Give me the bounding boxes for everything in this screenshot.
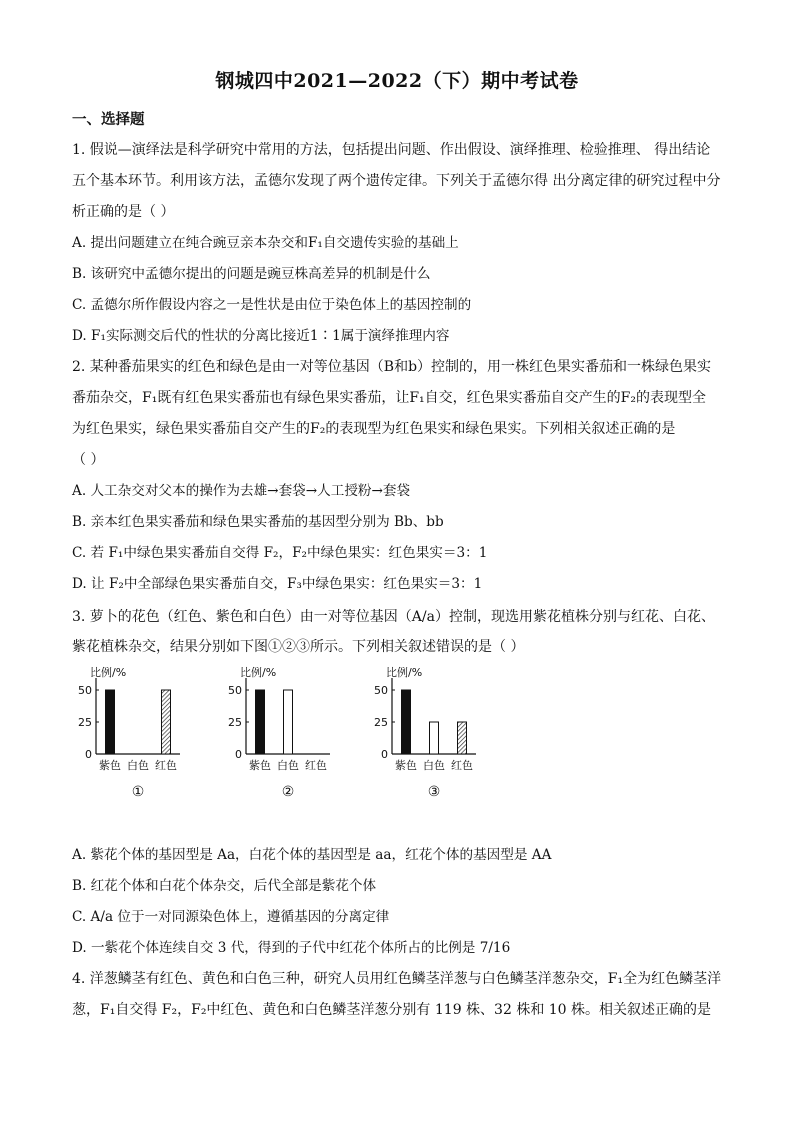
q1-option-b: B. 该研究中孟德尔提出的问题是豌豆株高差异的机制是什么	[72, 266, 431, 282]
q1-option-d: D. F₁实际测交后代的性状的分离比接近1∶1属于演绎推理内容	[72, 328, 450, 344]
category-label: 红色	[155, 759, 177, 772]
section-heading: 一、选择题	[72, 111, 145, 128]
q4-stem-line: 4. 洋葱鳞茎有红色、黄色和白色三种，研究人员用红色鳞茎洋葱与白色鳞茎洋葱杂交，F₁全为红色鳞茎洋	[72, 971, 722, 987]
category-label: 白色	[127, 759, 149, 772]
category-label: 红色	[305, 759, 327, 772]
q3-stem-line: 紫花植株杂交，结果分别如下图①②③所示。下列相关叙述错误的是（ ）	[72, 639, 525, 655]
bar-红色	[162, 690, 171, 754]
category-label: 红色	[451, 759, 473, 772]
y-tick-label: 50	[228, 684, 242, 697]
q2-option-c: C. 若 F₁中绿色果实番茄自交得 F₂，F₂中绿色果实：红色果实＝3：1	[72, 545, 488, 561]
y-tick-label: 25	[374, 716, 388, 729]
bar-chart-1	[72, 668, 212, 808]
page-title: 钢城四中2021—2022（下）期中考试卷	[215, 70, 579, 92]
y-tick-label: 50	[78, 684, 92, 697]
category-label: 紫色	[99, 759, 121, 772]
chart-number-label: ③	[427, 784, 441, 800]
q1-stem-line: 五个基本环节。利用该方法，孟德尔发现了两个遗传定律。下列关于孟德尔得 出分离定律的研究过程中分	[72, 173, 721, 189]
q4-stem-line: 葱，F₁自交得 F₂，F₂中红色、黄色和白色鳞茎洋葱分别有 119 株、32 株和 10 株。相关叙述正确的是	[72, 1002, 712, 1018]
q2-option-d: D. 让 F₂中全部绿色果实番茄自交，F₃中绿色果实：红色果实＝3：1	[72, 576, 483, 592]
chart-number-label: ①	[131, 784, 145, 800]
bar-chart-svg	[368, 668, 508, 808]
chart-number-label: ②	[281, 784, 295, 800]
y-tick-label: 25	[228, 716, 242, 729]
bar-紫色	[402, 690, 411, 754]
q2-option-a: A. 人工杂交对父本的操作为去雄→套袋→人工授粉→套袋	[72, 483, 411, 499]
q1-stem-line: 1. 假说—演绎法是科学研究中常用的方法，包括提出问题、作出假设、演绎推理、检验推理、 得出结论	[72, 142, 711, 158]
category-label: 紫色	[395, 759, 417, 772]
q3-option-b: B. 红花个体和白花个体杂交，后代全部是紫花个体	[72, 878, 377, 894]
q3-option-c: C. A/a 位于一对同源染色体上，遵循基因的分离定律	[72, 909, 390, 925]
q2-stem-line: 番茄杂交，F₁既有红色果实番茄也有绿色果实番茄，让F₁自交，红色果实番茄自交产生的F₂的表现型全	[72, 390, 706, 406]
q2-option-b: B. 亲本红色果实番茄和绿色果实番茄的基因型分别为 Bb、bb	[72, 514, 444, 530]
bar-白色	[430, 722, 439, 754]
bar-红色	[458, 722, 467, 754]
bar-紫色	[106, 690, 115, 754]
bar-紫色	[256, 690, 265, 754]
q3-option-d: D. 一紫花个体连续自交 3 代，得到的子代中红花个体所占的比例是 7/16	[72, 940, 511, 956]
q2-stem-line: 2. 某种番茄果实的红色和绿色是由一对等位基因（B和b）控制的，用一株红色果实番茄和一株绿色果实	[72, 359, 712, 375]
y-axis-title: 比例/%	[240, 666, 277, 679]
q1-option-c: C. 孟德尔所作假设内容之一是性状是由位于染色体上的基因控制的	[72, 297, 472, 313]
category-label: 紫色	[249, 759, 271, 772]
y-axis-title: 比例/%	[386, 666, 423, 679]
bar-白色	[284, 690, 293, 754]
y-axis-title: 比例/%	[90, 666, 127, 679]
category-label: 白色	[423, 759, 445, 772]
y-tick-label: 50	[374, 684, 388, 697]
y-tick-label: 0	[85, 748, 92, 761]
y-tick-label: 25	[78, 716, 92, 729]
q3-stem-line: 3. 萝卜的花色（红色、紫色和白色）由一对等位基因（A/a）控制，现选用紫花植株分别与红花、白花、	[72, 609, 715, 625]
y-tick-label: 0	[381, 748, 388, 761]
bar-chart-svg	[72, 668, 212, 808]
y-tick-label: 0	[235, 748, 242, 761]
q1-option-a: A. 提出问题建立在纯合豌豆亲本杂交和F₁自交遗传实验的基础上	[72, 235, 459, 251]
category-label: 白色	[277, 759, 299, 772]
bar-chart-svg	[222, 668, 362, 808]
q2-stem-line: 为红色果实，绿色果实番茄自交产生的F₂的表现型为红色果实和绿色果实。下列相关叙述正确的是	[72, 421, 676, 437]
bar-charts-figure	[72, 668, 492, 808]
q3-option-a: A. 紫花个体的基因型是 Aa，白花个体的基因型是 aa，红花个体的基因型是 AA	[72, 847, 552, 863]
bar-chart-2	[222, 668, 362, 808]
q2-stem-line: （ ）	[72, 452, 105, 468]
bar-chart-3	[368, 668, 508, 808]
q1-stem-line: 析正确的是（ ）	[72, 204, 175, 220]
